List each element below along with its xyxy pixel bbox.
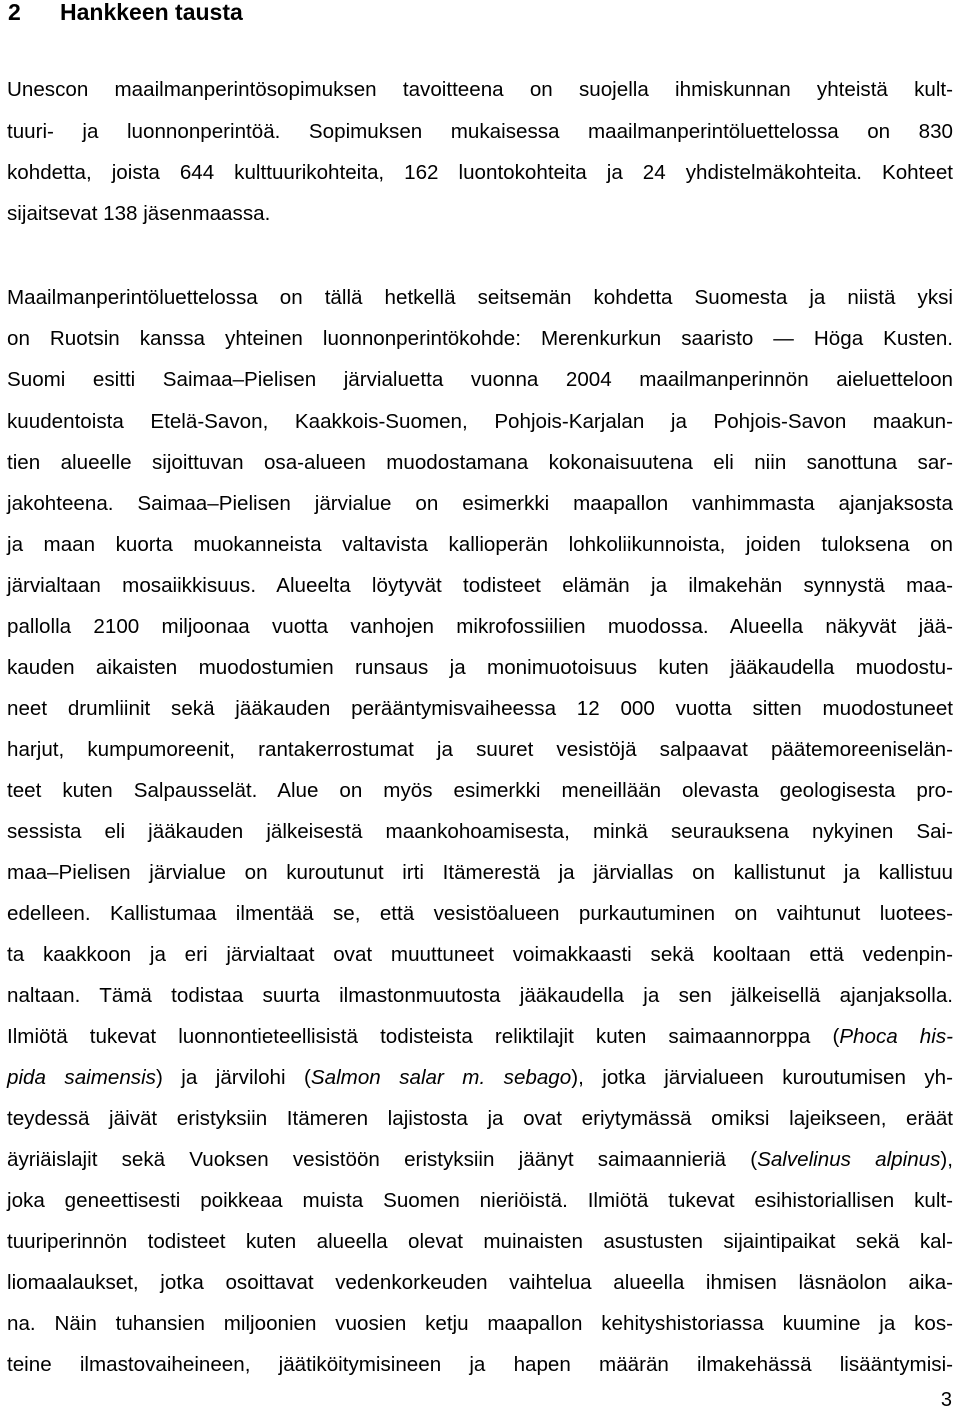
body-text-line: kauden aikaisten muodostumien runsaus ja monimuotoisuus kuten jääkaudella muodostu- [7,656,953,679]
body-text-line: na. Näin tuhansien miljoonien vuosien ketju maapallon kehityshistoriassa kuumine ja kos- [7,1312,953,1335]
body-text-line: tuuriperinnön todisteet kuten alueella olevat muinaisten asustusten sijaintipaikat sekä kal- [7,1230,953,1253]
body-text-line: Suomi esitti Saimaa–Pielisen järvialuetta vuonna 2004 maailmanperinnön aieluetteloon [7,368,953,391]
body-text-line: sessista eli jääkauden jälkeisestä maankohoamisesta, minkä seurauksena nykyinen Sai- [7,820,953,843]
species-name: pida saimensis [7,1066,156,1089]
body-text-line: kuudentoista Etelä-Savon, Kaakkois-Suomen, Pohjois-Karjalan ja Pohjois-Savon maakun- [7,410,953,433]
body-text-line: tien alueelle sijoittuvan osa-alueen muodostamana kokonaisuutena eli niin sanottuna sar- [7,451,953,474]
body-text-line: tuuri- ja luonnonperintöä. Sopimuksen mukaisessa maailmanperintöluettelossa on 830 [7,120,953,143]
species-name: sebago [503,1066,572,1089]
page-number: 3 [940,1389,952,1411]
body-text-line: teine ilmastovaiheineen, jäätiköitymisineen ja hapen määrän ilmakehässä lisääntymisi- [7,1353,953,1376]
body-text-line: teet kuten Salpausselät. Alue on myös esimerkki meneillään olevasta geologisesta pro- [7,779,953,802]
body-text-line: ja maan kuorta muokanneista valtavista kallioperän lohkoliikunnoista, joiden tuloksena on [7,533,953,556]
body-text-line: äyriäislajit sekä Vuoksen vesistöön eristyksiin jäänyt saimaannieriä (Salvelinus alpinus), [7,1148,953,1171]
species-name: Salvelinus alpinus [757,1148,941,1171]
body-text-line: harjut, kumpumoreenit, rantakerrostumat ja suuret vesistöjä salpaavat päätemoreeniselän- [7,738,953,761]
species-name: Salmon salar m. [310,1066,486,1089]
body-text-line: sijaitsevat 138 jäsenmaassa. [7,202,271,225]
body-text-line: Ilmiötä tukevat luonnontieteellisistä todisteista reliktilajit kuten saimaannorppa (Phoca his- [7,1025,953,1048]
body-text-line: joka geneettisesti poikkeaa muista Suomen nieriöistä. Ilmiötä tukevat esihistoriallisen kult- [7,1189,953,1212]
body-text-line: edelleen. Kallistumaa ilmentää se, että vesistöalueen purkautuminen on vaihtunut luotees- [7,902,953,925]
body-text-line: kohdetta, joista 644 kulttuurikohteita, 162 luontokohteita ja 24 yhdistelmäkohteita. Kohteet [7,161,953,184]
body-text-line: maa–Pielisen järvialue on kuroutunut irti Itämerestä ja järviallas on kallistunut ja kallistuu [7,861,953,884]
body-text-line: on Ruotsin kanssa yhteinen luonnonperintökohde: Merenkurkun saaristo — Höga Kusten. [7,327,953,350]
body-text-line: Unescon maailmanperintösopimuksen tavoitteena on suojella ihmiskunnan yhteistä kult- [7,78,953,101]
section-heading [8,0,243,27]
body-text-line: jakohteena. Saimaa–Pielisen järvialue on esimerkki maapallon vanhimmasta ajanjaksosta [7,492,953,515]
body-text-line: Maailmanperintöluettelossa on tällä hetkellä seitsemän kohdetta Suomesta ja niistä yksi [7,286,953,309]
body-text-line: teydessä jäivät eristyksiin Itämeren lajistosta ja ovat eriytymässä omiksi lajeikseen, eräät [7,1107,953,1130]
body-text-line: järvialtaan mosaiikkisuus. Alueelta löytyvät todisteet elämän ja ilmakehän synnystä maa- [7,574,953,597]
body-text-line: ta kaakkoon ja eri järvialtaat ovat muuttuneet voimakkaasti sekä kooltaan että vedenpin- [7,943,953,966]
body-text-line: pallolla 2100 miljoonaa vuotta vanhojen mikrofossiilien muodossa. Alueella näkyvät jää- [7,615,953,638]
body-text-line: neet drumliinit sekä jääkauden perääntymisvaiheessa 12 000 vuotta sitten muodostuneet [7,697,953,720]
section-number: 2 [8,0,21,25]
body-text-line: liomaalaukset, jotka osoittavat vedenkorkeuden vaihtelua alueella ihmisen läsnäolon aika- [7,1271,953,1294]
body-text-line: pida saimensis) ja järvilohi (Salmon salar m. sebago), jotka järvialueen kuroutumisen yh- [7,1066,953,1089]
species-name: Phoca his- [839,1025,953,1048]
section-title: Hankkeen tausta [60,0,243,25]
body-text-line: naltaan. Tämä todistaa suurta ilmastonmuutosta jääkaudella ja sen jälkeisellä ajanjaksolla. [7,984,953,1007]
